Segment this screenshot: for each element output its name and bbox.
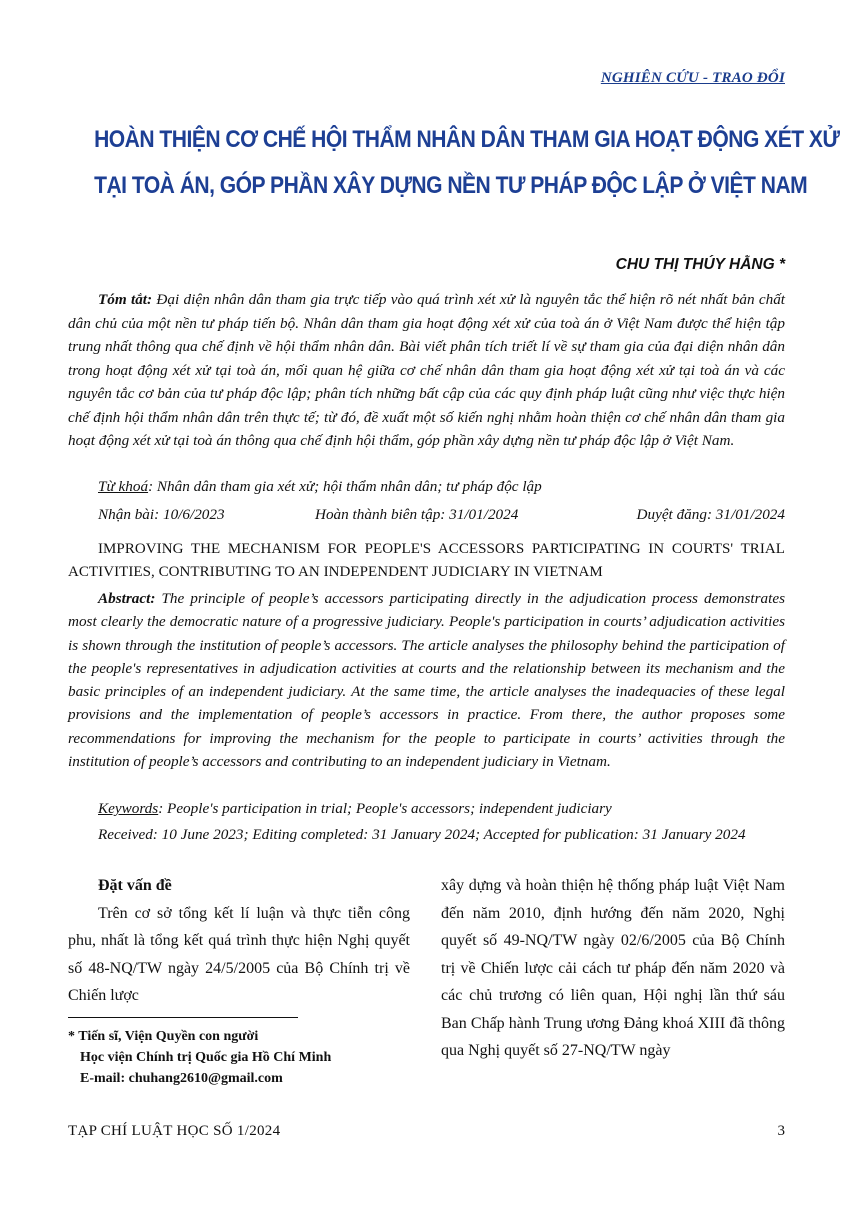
edited-date-vi: Hoàn thành biên tập: 31/01/2024 xyxy=(315,506,519,523)
footnote-divider xyxy=(68,1017,298,1018)
accepted-date-vi: Duyệt đăng: 31/01/2024 xyxy=(636,506,785,523)
received-date-vi: Nhận bài: 10/6/2023 xyxy=(98,506,225,523)
keywords-vi-label: Từ khoá xyxy=(98,478,149,495)
keywords-vi xyxy=(98,478,542,496)
journal-footer: TẠP CHÍ LUẬT HỌC SỐ 1/2024 xyxy=(68,1123,281,1139)
abstract-english xyxy=(68,587,785,773)
body-column-right: xây dựng và hoàn thiện hệ thống pháp luật Việt Nam đến năm 2010, định hướng đến năm 2020, Nghị quyết số 49-NQ/TW ngày 02/6/2005 của Bộ Chính trị về Chiến lược cải cách tư pháp đến năm 2020 và các chủ trương có liên quan, Hội nghị lần thứ sáu Ban Chấp hành Trung ương Đảng khoá XIII đã thông qua Nghị quyết số 27-NQ/TW ngày xyxy=(441,877,785,1059)
abstract-en-label: Abstract: xyxy=(98,590,156,607)
abstract-vi-label: Tóm tắt: xyxy=(98,291,153,308)
section-tag: NGHIÊN CỨU - TRAO ĐỔI xyxy=(600,70,785,86)
article-title-line-1: HOÀN THIỆN CƠ CHẾ HỘI THẨM NHÂN DÂN THAM GIA HOẠT ĐỘNG XÉT XỬ xyxy=(94,126,840,153)
dates-en: Received: 10 June 2023; Editing completed: 31 January 2024; Accepted for publication: 31 January 2024 xyxy=(98,826,746,843)
page-number: 3 xyxy=(777,1123,785,1139)
section-heading: Đặt vấn đề xyxy=(98,877,172,894)
footnote-line-1: * Tiến sĩ, Viện Quyền con người xyxy=(68,1029,259,1044)
keywords-en-text: : People's participation in trial; People's accessors; independent judiciary xyxy=(158,800,612,817)
footnote-email: E-mail: chuhang2610@gmail.com xyxy=(80,1071,283,1086)
abstract-en-text: The principle of people’s accessors participating directly in the adjudication process demonstrates most clearly the democratic nature of a progressive judiciary. People's participation in courts’ adjudication activities is shown through the institution of people’s accessors. The article analyses the philosophy behind the participation of the people's representatives in adjudication activities at courts and the relationship between its mechanism and the basic principles of an independent judiciary. At the same time, the article analyses the inadequacies of these legal provisions and the implementation of people’s accessors in practice. From there, the author proposes some recommendations for improving the mechanism for the people to participate in courts’ activities through the institution of people’s accessors and contributing to an independent judiciary in Vietnam. xyxy=(68,590,786,771)
body-column-left xyxy=(68,872,410,1010)
body-paragraph-left: Trên cơ sở tổng kết lí luận và thực tiễn công phu, nhất là tổng kết quá trình thực hiện Nghị quyết số 48-NQ/TW ngày 24/5/2005 của Bộ Chính trị về Chiến lược xyxy=(68,904,410,1004)
keywords-en-label: Keywords xyxy=(98,800,159,817)
author-name: CHU THỊ THÚY HẰNG * xyxy=(615,256,785,273)
footnote-line-2: Học viện Chính trị Quốc gia Hồ Chí Minh xyxy=(80,1050,332,1065)
keywords-en xyxy=(98,800,612,818)
article-title-line-2: TẠI TOÀ ÁN, GÓP PHẦN XÂY DỰNG NỀN TƯ PHÁP ĐỘC LẬP Ở VIỆT NAM xyxy=(94,172,808,199)
english-title: IMPROVING THE MECHANISM FOR PEOPLE'S ACCESSORS PARTICIPATING IN COURTS' TRIAL ACTIVITIES, CONTRIBUTING TO AN INDEPENDENT JUDICIARY IN VIETNAM xyxy=(68,541,785,580)
keywords-vi-text: : Nhân dân tham gia xét xử; hội thẩm nhân dân; tư pháp độc lập xyxy=(148,478,542,495)
footnote xyxy=(68,1026,331,1089)
abstract-vi-text: Đại diện nhân dân tham gia trực tiếp vào quá trình xét xử là nguyên tắc thể hiện rõ nét nhất bản chất dân chủ của một nền tư pháp tiến bộ. Nhân dân tham gia hoạt động xét xử của toà án ở Việt Nam được thể hiện tập trung nhất thông qua chế định về hội thẩm nhân dân. Bài viết phân tích triết lí về sự tham gia của đại diện nhân dân trong hoạt động xét xử tại toà án, mối quan hệ giữa cơ chế nhân dân tham gia hoạt động xét xử tại toà án và các nguyên tắc cơ bản của tư pháp độc lập; phân tích những bất cập của các quy định pháp luật cũng như việc thực hiện chế định hội thẩm nhân dân trên thực tế; từ đó, đề xuất một số kiến nghị nhằm hoàn thiện cơ chế nhân dân tham gia hoạt động xét xử tại toà án thông qua chế định hội thẩm, góp phần xây dựng nền tư pháp độc lập ở Việt Nam. xyxy=(68,291,786,449)
abstract-vietnamese xyxy=(68,288,785,453)
